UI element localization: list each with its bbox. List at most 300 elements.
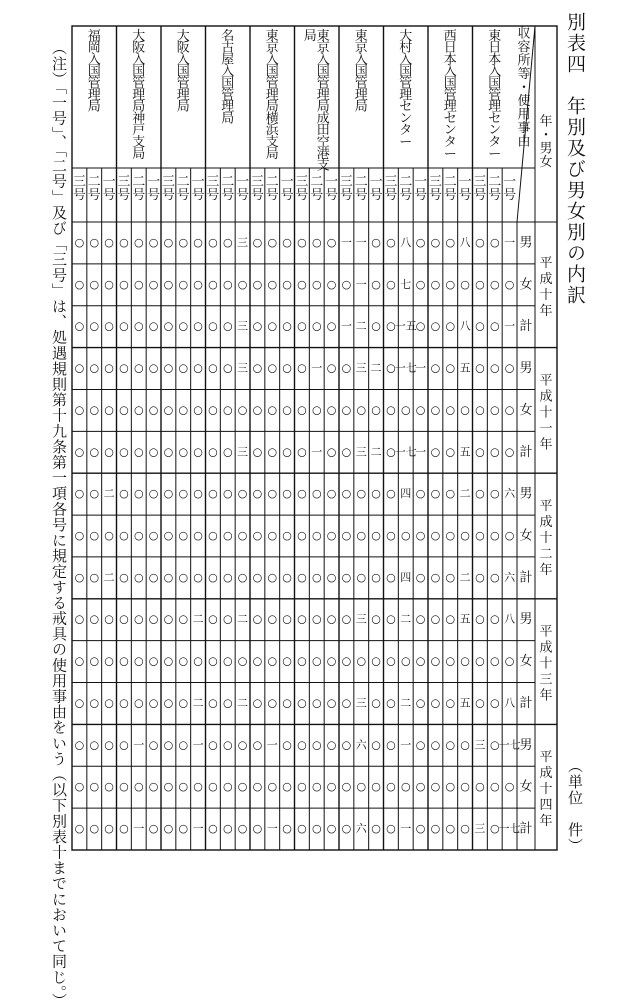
data-cell: ○ <box>89 822 100 836</box>
data-cell: 一 <box>504 319 516 333</box>
data-cell: ○ <box>430 235 441 249</box>
data-cell: ○ <box>386 822 396 836</box>
facility-name: 大阪入国管理局神戸支局 <box>132 28 146 162</box>
data-cell: ○ <box>178 654 189 668</box>
data-cell: ○ <box>430 612 441 626</box>
data-cell: ○ <box>282 696 292 710</box>
data-cell: ○ <box>148 319 159 333</box>
code-label: 二号 <box>488 174 502 203</box>
data-cell: 三 <box>237 319 249 333</box>
data-cell: ○ <box>252 654 263 668</box>
data-cell: ○ <box>311 654 322 668</box>
data-cell: ○ <box>415 570 426 584</box>
year-label: 平成十四年 <box>539 750 553 830</box>
code-label: 二号 <box>87 174 101 203</box>
sub-label: 女 <box>519 779 533 795</box>
data-cell: ○ <box>282 277 292 291</box>
data-cell: ○ <box>148 235 159 249</box>
data-cell: 一 <box>340 235 352 249</box>
data-cell: ○ <box>460 654 470 668</box>
data-cell: ○ <box>119 235 129 249</box>
data-cell: ○ <box>163 654 174 668</box>
facility-name: 西日本入国管理センター <box>443 28 457 162</box>
data-cell: 一 <box>400 822 412 836</box>
data-cell: ○ <box>252 361 263 375</box>
data-cell: ○ <box>74 361 85 375</box>
data-cell: ○ <box>415 277 426 291</box>
code-label: 三号 <box>250 174 264 203</box>
data-cell: ○ <box>460 738 470 752</box>
data-cell: ○ <box>475 361 485 375</box>
code-label: 一号 <box>147 174 161 203</box>
data-cell: ○ <box>237 277 248 291</box>
data-cell: 四 <box>400 487 412 501</box>
data-cell: ○ <box>222 738 233 752</box>
data-cell: 二 <box>459 570 471 584</box>
data-cell: ○ <box>104 780 114 794</box>
data-cell: ○ <box>326 235 337 249</box>
data-cell: 五 <box>459 445 471 459</box>
data-cell: ○ <box>341 277 352 291</box>
data-cell: ○ <box>445 277 456 291</box>
data-cell: ○ <box>178 570 189 584</box>
data-cell: 一 <box>192 738 204 752</box>
data-cell: ○ <box>74 822 85 836</box>
data-cell: ○ <box>297 529 307 542</box>
sub-label: 計 <box>519 570 533 586</box>
data-cell: ○ <box>148 780 159 794</box>
data-cell: ○ <box>460 822 470 836</box>
data-cell: ○ <box>222 361 233 375</box>
code-label: 三号 <box>428 174 442 203</box>
data-cell: ○ <box>371 822 381 836</box>
data-cell: ○ <box>415 487 426 501</box>
data-cell: ○ <box>163 403 174 417</box>
data-cell: ○ <box>430 277 441 291</box>
unit-label: （単位 件） <box>566 758 584 854</box>
data-cell: ○ <box>445 612 456 626</box>
data-cell: ○ <box>74 529 85 542</box>
data-cell: ○ <box>341 487 352 501</box>
sub-label: 計 <box>519 444 533 460</box>
data-cell: ○ <box>430 780 441 794</box>
data-cell: ○ <box>208 403 218 417</box>
data-cell: ○ <box>445 696 456 710</box>
data-cell: ○ <box>341 612 352 626</box>
data-cell: 一 <box>415 361 427 375</box>
data-cell: ○ <box>475 654 485 668</box>
data-cell: ○ <box>386 235 396 249</box>
data-cell: ○ <box>400 654 411 668</box>
data-cell: ○ <box>74 696 85 710</box>
data-cell: ○ <box>222 277 233 291</box>
data-cell: 一七 <box>394 361 417 375</box>
data-cell: ○ <box>341 361 352 375</box>
data-cell: ○ <box>148 738 159 752</box>
data-cell: ○ <box>415 612 426 626</box>
data-cell: ○ <box>193 487 203 501</box>
data-cell: ○ <box>208 570 218 584</box>
code-label: 二号 <box>176 174 190 203</box>
data-cell: ○ <box>178 529 189 542</box>
data-cell: ○ <box>341 654 352 668</box>
data-cell: ○ <box>267 361 278 375</box>
data-cell: ○ <box>282 235 292 249</box>
data-cell: ○ <box>208 445 218 459</box>
data-cell: ○ <box>415 403 426 417</box>
data-cell: ○ <box>386 487 396 501</box>
data-cell: ○ <box>89 696 100 710</box>
data-cell: ○ <box>252 738 263 752</box>
data-cell: ○ <box>133 780 144 794</box>
data-cell: ○ <box>356 780 367 794</box>
year-label: 平成十年 <box>539 255 553 319</box>
data-cell: ○ <box>371 319 381 333</box>
data-cell: ○ <box>133 235 144 249</box>
data-cell: 一 <box>311 361 323 375</box>
data-cell: ○ <box>282 319 292 333</box>
data-cell: ○ <box>475 570 485 584</box>
data-cell: ○ <box>504 780 515 794</box>
data-cell: ○ <box>297 277 307 291</box>
data-cell: 四 <box>400 570 412 584</box>
data-cell: ○ <box>326 696 337 710</box>
data-cell: ○ <box>504 529 515 542</box>
code-label: 三号 <box>295 174 309 203</box>
data-cell: ○ <box>74 403 85 417</box>
sub-label: 女 <box>519 654 533 670</box>
data-cell: 八 <box>504 696 516 710</box>
data-cell: ○ <box>148 487 159 501</box>
data-cell: 三 <box>237 445 249 459</box>
data-cell: ○ <box>104 654 114 668</box>
data-cell: ○ <box>178 361 189 375</box>
data-cell: ○ <box>430 570 441 584</box>
data-cell: ○ <box>267 612 278 626</box>
data-cell: ○ <box>326 780 337 794</box>
data-cell: 二 <box>400 696 412 710</box>
data-cell: 一 <box>415 445 427 459</box>
data-cell: ○ <box>371 277 381 291</box>
data-cell: ○ <box>386 570 396 584</box>
data-cell: ○ <box>252 445 263 459</box>
data-cell: ○ <box>163 738 174 752</box>
data-cell: 八 <box>459 319 471 333</box>
data-cell: ○ <box>326 319 337 333</box>
data-cell: ○ <box>163 612 174 626</box>
data-cell: ○ <box>193 570 203 584</box>
data-cell: ○ <box>504 277 515 291</box>
data-cell: ○ <box>222 319 233 333</box>
facility-name: 名古屋入国管理局 <box>221 28 235 127</box>
data-cell: ○ <box>311 780 322 794</box>
data-cell: 二 <box>237 612 249 626</box>
data-cell: ○ <box>489 654 500 668</box>
data-cell: ○ <box>415 654 426 668</box>
data-cell: ○ <box>119 487 129 501</box>
data-cell: ○ <box>89 612 100 626</box>
data-cell: ○ <box>74 235 85 249</box>
data-cell: ○ <box>504 445 515 459</box>
data-cell: ○ <box>297 403 307 417</box>
data-cell: ○ <box>371 529 381 542</box>
data-cell: ○ <box>208 696 218 710</box>
data-cell: ○ <box>89 654 100 668</box>
data-cell: ○ <box>222 570 233 584</box>
code-label: 三号 <box>72 174 86 203</box>
code-label: 二号 <box>221 174 235 203</box>
data-cell: 一七 <box>498 822 521 836</box>
data-cell: ○ <box>148 529 159 542</box>
data-cell: ○ <box>237 738 248 752</box>
data-cell: ○ <box>430 361 441 375</box>
data-cell: ○ <box>489 738 500 752</box>
data-cell: ○ <box>475 277 485 291</box>
data-cell: ○ <box>163 780 174 794</box>
data-cell: ○ <box>208 612 218 626</box>
data-cell: ○ <box>297 738 307 752</box>
data-cell: ○ <box>282 445 292 459</box>
data-cell: ○ <box>326 529 337 542</box>
data-cell: ○ <box>430 738 441 752</box>
sub-label: 女 <box>519 528 533 544</box>
data-cell: ○ <box>163 445 174 459</box>
data-cell: 五 <box>459 361 471 375</box>
code-label: 三号 <box>473 174 487 203</box>
code-label: 二号 <box>354 174 368 203</box>
data-cell: ○ <box>489 822 500 836</box>
data-cell: ○ <box>252 403 263 417</box>
data-cell: ○ <box>430 654 441 668</box>
footnote: （注）「一号」、「二号」及び「三号」は、処遇規則第十九条第一項各号に規定する戒具の使用事由をいう（以下別表十までにおいて同じ。） <box>50 40 68 1008</box>
data-cell: ○ <box>237 780 248 794</box>
data-cell: ○ <box>252 822 263 836</box>
data-cell: ○ <box>475 529 485 542</box>
data-cell: ○ <box>222 445 233 459</box>
code-label: 二号 <box>265 174 279 203</box>
data-cell: ○ <box>178 738 189 752</box>
sub-label: 女 <box>519 402 533 418</box>
data-cell: ○ <box>148 612 159 626</box>
data-cell: 五 <box>459 612 471 626</box>
data-cell: ○ <box>133 570 144 584</box>
data-cell: ○ <box>252 277 263 291</box>
data-cell: ○ <box>415 738 426 752</box>
data-cell: ○ <box>386 654 396 668</box>
data-cell: ○ <box>311 529 322 542</box>
data-cell: ○ <box>371 780 381 794</box>
data-cell: ○ <box>89 780 100 794</box>
data-cell: ○ <box>163 529 174 542</box>
data-cell: ○ <box>119 445 129 459</box>
data-cell: ○ <box>193 235 203 249</box>
data-cell: ○ <box>326 361 337 375</box>
data-cell: ○ <box>430 822 441 836</box>
data-cell: 一 <box>355 235 367 249</box>
data-cell: ○ <box>208 654 218 668</box>
data-cell: ○ <box>460 277 470 291</box>
data-cell: ○ <box>104 738 114 752</box>
data-cell: ○ <box>104 235 114 249</box>
corner-label-year: 年・男女 <box>539 114 553 170</box>
data-cell: ○ <box>74 654 85 668</box>
data-cell: ○ <box>267 277 278 291</box>
data-cell: ○ <box>460 403 470 417</box>
code-label: 一号 <box>102 174 116 203</box>
data-cell: ○ <box>311 403 322 417</box>
data-cell: ○ <box>400 403 411 417</box>
facility-name: 大阪入国管理局 <box>176 28 190 115</box>
data-cell: 八 <box>504 612 516 626</box>
data-cell: ○ <box>400 529 411 542</box>
data-cell: ○ <box>208 780 218 794</box>
data-cell: ○ <box>193 361 203 375</box>
data-cell: 三 <box>474 822 486 836</box>
data-cell: ○ <box>282 403 292 417</box>
data-cell: ○ <box>371 654 381 668</box>
data-cell: ○ <box>326 822 337 836</box>
data-cell: ○ <box>341 822 352 836</box>
data-cell: ○ <box>89 529 100 542</box>
data-cell: ○ <box>222 529 233 542</box>
data-cell: ○ <box>237 654 248 668</box>
data-cell: ○ <box>104 277 114 291</box>
data-cell: ○ <box>163 235 174 249</box>
year-label: 平成十二年 <box>539 499 553 578</box>
data-cell: ○ <box>356 570 367 584</box>
data-cell: ○ <box>208 487 218 501</box>
data-cell: ○ <box>489 487 500 501</box>
data-cell: 一 <box>355 277 367 291</box>
data-cell: ○ <box>119 822 129 836</box>
data-cell: ○ <box>178 403 189 417</box>
code-label: 二号 <box>132 174 146 203</box>
data-cell: ○ <box>252 612 263 626</box>
data-cell: ○ <box>415 780 426 794</box>
data-cell: ○ <box>282 612 292 626</box>
data-cell: ○ <box>445 445 456 459</box>
data-cell: 一 <box>400 738 412 752</box>
data-cell: 一 <box>266 822 278 836</box>
data-cell: ○ <box>237 529 248 542</box>
code-label: 一号 <box>503 174 517 203</box>
data-cell: ○ <box>489 403 500 417</box>
data-cell: 六 <box>504 487 516 501</box>
data-cell: ○ <box>222 612 233 626</box>
data-cell: ○ <box>282 487 292 501</box>
code-label: 三号 <box>161 174 175 203</box>
data-cell: ○ <box>311 612 322 626</box>
data-cell: ○ <box>341 738 352 752</box>
sub-label: 男 <box>519 612 533 628</box>
data-cell: ○ <box>371 570 381 584</box>
data-cell: ○ <box>489 445 500 459</box>
year-label: 平成十一年 <box>539 373 553 453</box>
data-cell: ○ <box>208 277 218 291</box>
data-cell: ○ <box>208 235 218 249</box>
data-cell: ○ <box>326 570 337 584</box>
data-cell: ○ <box>252 487 263 501</box>
data-cell: ○ <box>178 696 189 710</box>
year-label: 平成十三年 <box>539 624 553 704</box>
data-cell: 一七 <box>394 445 417 459</box>
sub-label: 計 <box>519 695 533 711</box>
data-cell: ○ <box>178 445 189 459</box>
data-cell: ○ <box>371 403 381 417</box>
data-cell: ○ <box>326 738 337 752</box>
data-cell: ○ <box>371 612 381 626</box>
data-cell: ○ <box>163 487 174 501</box>
data-cell: ○ <box>282 529 292 542</box>
data-cell: ○ <box>371 738 381 752</box>
data-cell: ○ <box>222 822 233 836</box>
data-cell: 三 <box>474 738 486 752</box>
data-cell: ○ <box>89 570 100 584</box>
sub-label: 男 <box>519 737 533 753</box>
data-cell: ○ <box>178 319 189 333</box>
data-cell: 一 <box>133 738 145 752</box>
facility-name: 東京入国管理局成田空港支 <box>316 28 330 174</box>
data-cell: ○ <box>475 780 485 794</box>
sub-label: 計 <box>519 319 533 335</box>
data-cell: ○ <box>430 445 441 459</box>
data-cell: ○ <box>341 529 352 542</box>
data-cell: ○ <box>222 403 233 417</box>
data-cell: ○ <box>267 570 278 584</box>
data-cell: ○ <box>311 277 322 291</box>
facility-name: 局 <box>303 28 317 44</box>
data-cell: ○ <box>489 696 500 710</box>
data-cell: ○ <box>237 487 248 501</box>
data-cell: ○ <box>74 612 85 626</box>
code-label: 一号 <box>414 174 428 203</box>
data-cell: 一 <box>192 822 204 836</box>
data-cell: ○ <box>89 403 100 417</box>
code-label: 二号 <box>443 174 457 203</box>
data-cell: ○ <box>475 403 485 417</box>
data-cell: ○ <box>148 277 159 291</box>
sub-label: 男 <box>519 361 533 377</box>
data-cell: 三 <box>237 361 249 375</box>
code-label: 二号 <box>310 174 324 203</box>
data-cell: ○ <box>311 319 322 333</box>
data-cell: ○ <box>74 570 85 584</box>
data-cell: ○ <box>400 780 411 794</box>
data-cell: ○ <box>475 235 485 249</box>
data-cell: ○ <box>119 654 129 668</box>
data-cell: ○ <box>504 654 515 668</box>
data-cell: 三 <box>237 235 249 249</box>
data-cell: ○ <box>341 403 352 417</box>
data-cell: ○ <box>415 696 426 710</box>
data-cell: ○ <box>341 780 352 794</box>
corner-label-facility: 収容所等・使用事由 <box>517 26 531 150</box>
data-cell: ○ <box>311 738 322 752</box>
data-cell: ○ <box>222 654 233 668</box>
data-cell: ○ <box>267 235 278 249</box>
code-label: 一号 <box>236 174 250 203</box>
data-cell: ○ <box>445 403 456 417</box>
data-cell: ○ <box>119 361 129 375</box>
data-cell: ○ <box>178 235 189 249</box>
data-cell: ○ <box>89 277 100 291</box>
data-cell: ○ <box>74 780 85 794</box>
data-cell: ○ <box>163 277 174 291</box>
data-cell: ○ <box>267 445 278 459</box>
data-cell: 二 <box>192 612 204 626</box>
data-cell: ○ <box>133 445 144 459</box>
code-label: 一号 <box>369 174 383 203</box>
